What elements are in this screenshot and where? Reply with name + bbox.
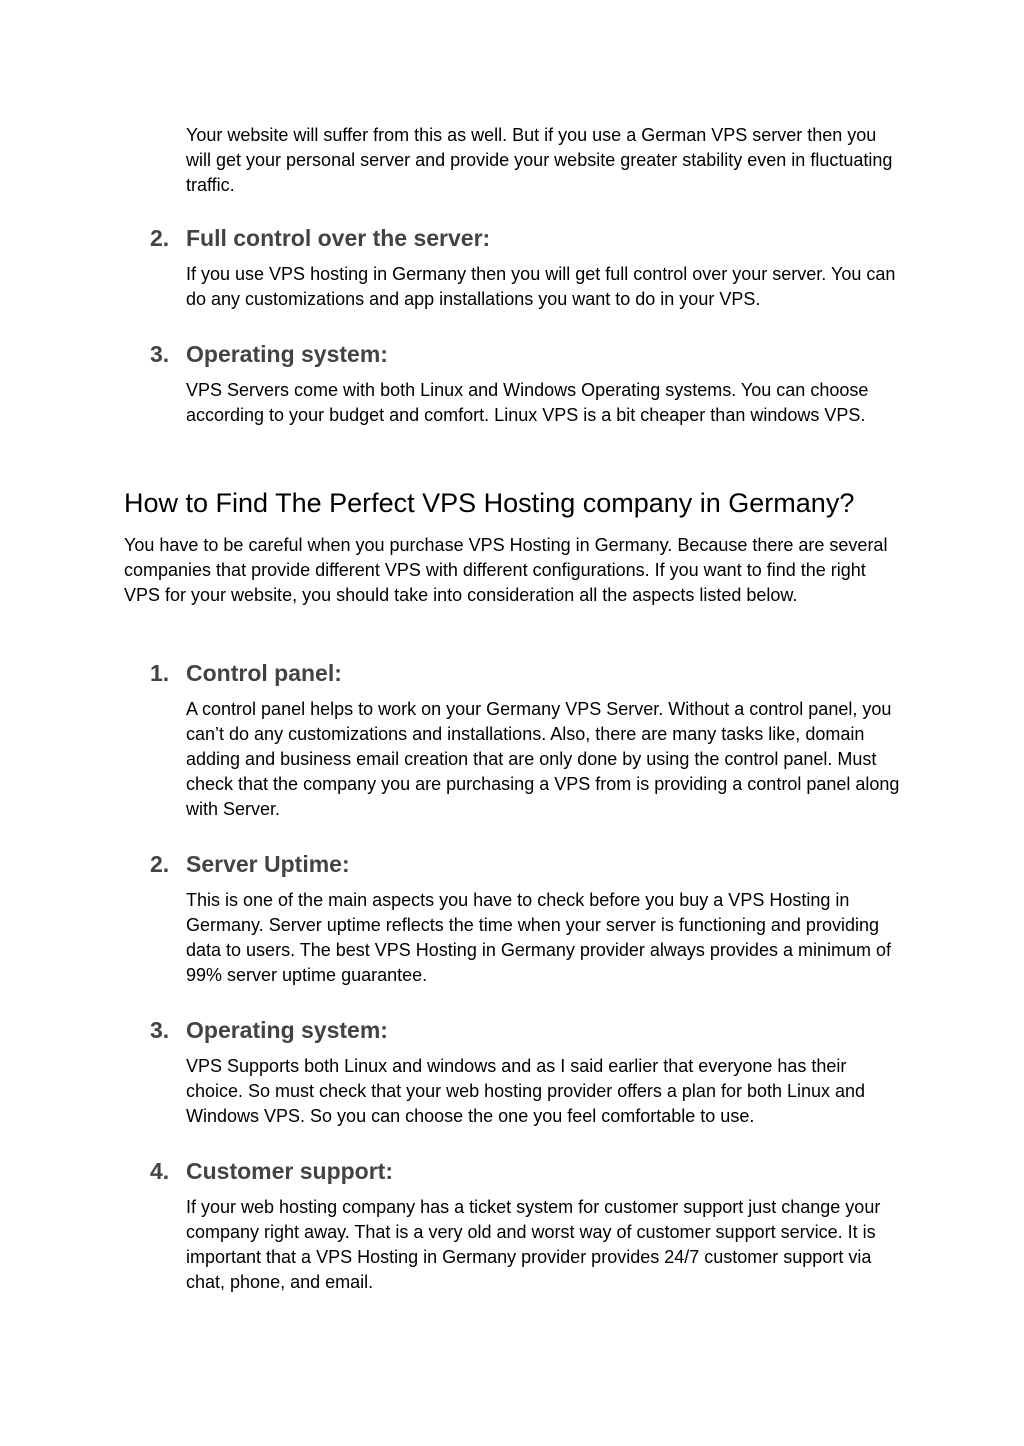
list-item-heading-text: Operating system:	[186, 1017, 388, 1043]
list-item-heading	[150, 851, 910, 883]
intro-continuation-paragraph: Your website will suffer from this as well. But if you use a German VPS server then you will get your personal server and provide your website greater stability even in fluctuating traffic.	[186, 125, 893, 195]
list-item-number: 3.	[150, 341, 170, 367]
list-item-number: 4.	[150, 1158, 170, 1184]
list-item-body: If your web hosting company has a ticket system for customer support just change your company right away. That is a very old and worst way of customer support service. It is important that a VPS Hosting in Germany provider provides 24/7 customer support via chat, phone, and email.	[186, 1197, 881, 1292]
list-item-body: VPS Servers come with both Linux and Windows Operating systems. You can choose according to your budget and comfort. Linux VPS is a bit cheaper than windows VPS.	[186, 380, 869, 425]
list-item-body: This is one of the main aspects you have to check before you buy a VPS Hosting in Germany. Server uptime reflects the time when your server is functioning and providing data to users. The best VPS Hosting in Germany provider always provides a minimum of 99% server uptime guarantee.	[186, 890, 891, 985]
list-item-server-uptime	[150, 851, 910, 988]
list-item-control-panel	[150, 660, 910, 822]
list-item-number: 2.	[150, 851, 170, 877]
section-intro-paragraph: You have to be careful when you purchase VPS Hosting in Germany. Because there are several companies that provide different VPS with different configurations. If you want to find the right VPS for your website, you should take into consideration all the aspects listed below.	[124, 535, 888, 605]
list-item-number: 1.	[150, 660, 170, 686]
list-item-operating-system-2	[150, 1017, 910, 1129]
list-item-heading	[150, 660, 910, 692]
list-item-heading-text: Server Uptime:	[186, 851, 350, 877]
list-item-heading-text: Operating system:	[186, 341, 388, 367]
list-item-body: A control panel helps to work on your Germany VPS Server. Without a control panel, you can’t do any customizations and installations. Also, there are many tasks like, domain adding and business email creation that are only done by using the control panel. Must check that the company you are purchasing a VPS from is providing a control panel along with Server.	[186, 699, 900, 819]
list-item-heading-text: Full control over the server:	[186, 225, 491, 251]
list-item-heading-text: Control panel:	[186, 660, 342, 686]
list-item-full-control	[150, 225, 910, 312]
list-item-heading-text: Customer support:	[186, 1158, 393, 1184]
list-item-number: 2.	[150, 225, 170, 251]
list-item-heading	[150, 1017, 910, 1049]
list-item-body: If you use VPS hosting in Germany then you will get full control over your server. You can do any customizations and app installations you want to do in your VPS.	[186, 264, 896, 309]
list-item-heading	[150, 225, 910, 257]
list-item-operating-system	[150, 341, 910, 428]
list-item-number: 3.	[150, 1017, 170, 1043]
list-item-body: VPS Supports both Linux and windows and as I said earlier that everyone has their choice. So must check that your web hosting provider offers a plan for both Linux and Windows VPS. So you can choose the one you feel comfortable to use.	[186, 1056, 866, 1126]
list-item-heading	[150, 341, 910, 373]
list-item-heading	[150, 1158, 910, 1190]
list-item-customer-support	[150, 1158, 910, 1295]
section-title: How to Find The Perfect VPS Hosting company in Germany?	[124, 488, 855, 518]
